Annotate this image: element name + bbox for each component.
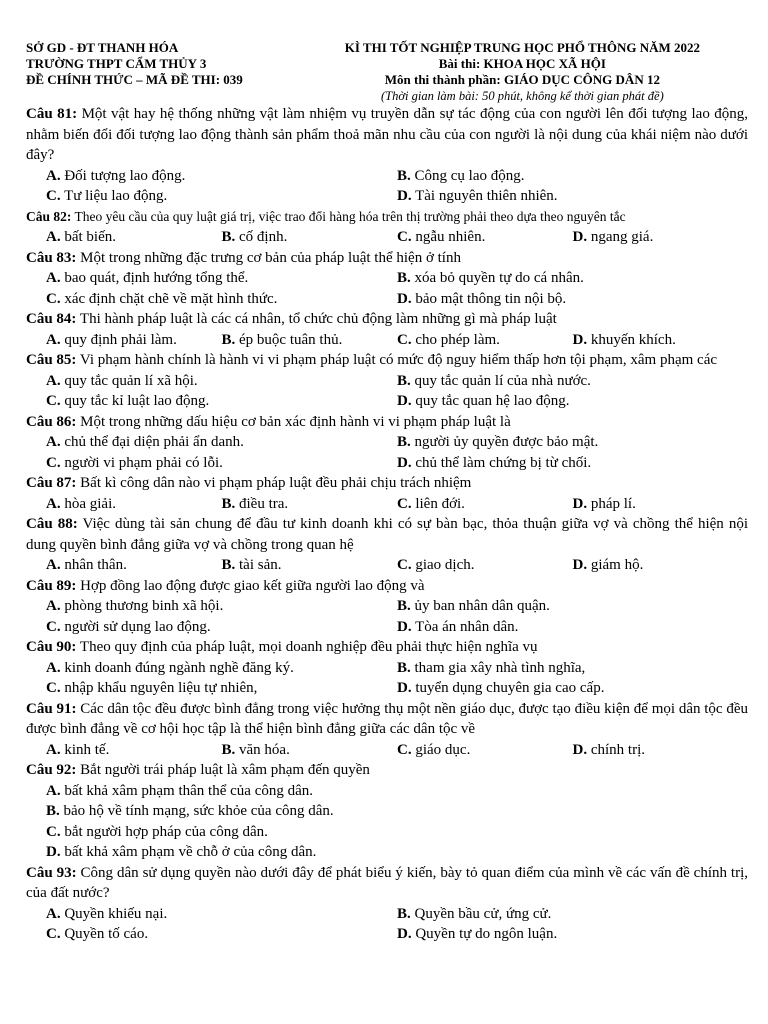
answer-option [222, 227, 398, 248]
question [26, 760, 748, 863]
option-letter: B. [46, 803, 60, 819]
question-number: Câu 92: [26, 762, 77, 778]
question-stem [26, 412, 748, 433]
option-letter: A. [46, 270, 61, 286]
option-text: giao dịch. [415, 557, 475, 573]
answer-option [222, 740, 398, 761]
option-letter: C. [397, 229, 412, 245]
option-text: quy tắc kỉ luật lao động. [64, 393, 210, 409]
question-list [26, 104, 748, 945]
answer-options [26, 227, 748, 248]
question [26, 412, 748, 474]
exam-section: Bài thi: KHOA HỌC XÃ HỘI [438, 56, 606, 71]
option-letter: B. [397, 167, 411, 184]
question-stem [26, 699, 748, 740]
question-text: Theo quy định của pháp luật, mọi doanh nghiệp đều phải thực hiện nghĩa vụ [79, 639, 538, 655]
option-text: giám hộ. [590, 557, 644, 573]
option-text: Quyền khiếu nại. [64, 905, 168, 922]
answer-option [397, 904, 748, 925]
option-text: điều tra. [239, 495, 289, 512]
question-number: Câu 91: [26, 700, 77, 717]
option-text: nhập khẩu nguyên liệu tự nhiên, [64, 680, 258, 696]
question-text: Các dân tộc đều được bình đẳng trong việc hưởng thụ một nền giáo dục, được tạo điều kiện để mọi dân tộc đều được bình đẳng về cơ hội học tập là thể hiện bình đẳng giữa các dân tộc về [26, 700, 749, 737]
option-letter: C. [46, 290, 61, 307]
question-number: Câu 88: [26, 516, 78, 532]
question [26, 248, 748, 310]
option-text: kinh doanh đúng ngành nghề đăng ký. [64, 659, 294, 676]
answer-option [397, 494, 573, 515]
question-number: Câu 84: [26, 311, 77, 327]
option-text: cho phép làm. [415, 331, 500, 348]
option-letter: C. [46, 618, 61, 635]
exam-title: KÌ THI TỐT NGHIỆP TRUNG HỌC PHỔ THÔNG NĂM 2022 [344, 40, 700, 55]
answer-option [46, 555, 222, 576]
option-letter: B. [221, 741, 236, 758]
question-stem [26, 760, 748, 781]
option-text: người ủy quyền được bảo mật. [414, 434, 599, 450]
option-letter: B. [397, 598, 411, 614]
question-stem [26, 248, 748, 269]
question [26, 309, 748, 350]
question-stem [26, 350, 748, 371]
answer-options [26, 166, 748, 207]
answer-option [46, 186, 397, 207]
option-text: ngẫu nhiên. [415, 229, 486, 245]
option-text: hòa giải. [64, 495, 116, 512]
option-letter: D. [397, 393, 412, 409]
answer-options [26, 494, 748, 515]
question [26, 104, 748, 207]
option-text: Công cụ lao động. [414, 167, 525, 184]
option-text: bất khả xâm phạm về chỗ ở của công dân. [64, 844, 317, 860]
question-text: Theo yêu cầu của quy luật giá trị, việc trao đổi hàng hóa trên thị trường phải theo dựa theo nguyên tắc [74, 208, 626, 224]
question-text: Một vật hay hệ thống những vật làm nhiệm vụ truyền dẫn sự tác động của con người lên đối tượng lao động, nhằm biến đổi đối tượng lao động thành sản phẩm thoả mãn nhu cầu của con người là nội dung của khái niệm nào dưới đây? [26, 106, 749, 163]
option-text: bất khả xâm phạm thân thể của công dân. [64, 782, 314, 799]
option-letter: A. [46, 495, 61, 512]
question-stem [26, 207, 748, 228]
option-letter: C. [46, 454, 61, 471]
answer-option [397, 555, 573, 576]
option-text: Quyền bầu cử, ứng cử. [414, 905, 552, 922]
option-letter: B. [221, 495, 236, 512]
answer-option [46, 801, 748, 822]
option-letter: A. [46, 741, 61, 758]
answer-option [46, 658, 397, 679]
answer-option [46, 904, 397, 925]
question [26, 637, 748, 699]
option-letter: A. [46, 557, 61, 573]
answer-option [46, 842, 748, 863]
question-text: Thi hành pháp luật là các cá nhân, tổ chức chủ động làm những gì mà pháp luật [79, 311, 557, 327]
answer-option [46, 617, 397, 638]
question-number: Câu 90: [26, 639, 77, 655]
option-text: bất biến. [64, 229, 116, 245]
answer-option [222, 494, 398, 515]
answer-option [397, 617, 748, 638]
option-text: ủy ban nhân dân quận. [414, 598, 550, 614]
school-name: TRƯỜNG THPT CẨM THỦY 3 [26, 56, 207, 71]
option-letter: D. [397, 680, 412, 696]
answer-option [573, 227, 749, 248]
option-letter: B. [397, 905, 411, 922]
answer-option [46, 432, 397, 453]
option-text: người sử dụng lao động. [64, 618, 211, 635]
option-text: liên đới. [415, 495, 465, 512]
answer-option [46, 453, 397, 474]
option-letter: C. [46, 393, 61, 409]
question [26, 863, 748, 945]
answer-option [46, 781, 748, 802]
department-name: SỞ GD - ĐT THANH HÓA [26, 40, 179, 55]
question-number: Câu 89: [26, 577, 77, 594]
answer-option [46, 268, 397, 289]
question-number: Câu 87: [26, 475, 77, 491]
exam-code: ĐỀ CHÍNH THỨC – MÃ ĐỀ THI: 039 [26, 72, 243, 87]
option-letter: D. [572, 741, 588, 758]
exam-header [26, 40, 748, 104]
question-stem [26, 309, 748, 330]
option-letter: C. [397, 741, 412, 758]
answer-option [397, 186, 748, 207]
option-letter: B. [397, 372, 411, 389]
answer-options [26, 371, 748, 412]
answer-option [397, 658, 748, 679]
answer-options [26, 596, 748, 637]
question-text: Một trong những đặc trưng cơ bản của pháp luật thể hiện ở tính [80, 249, 461, 266]
option-letter: A. [46, 229, 61, 245]
option-text: quy tắc quản lí xã hội. [64, 372, 198, 389]
header-right [345, 40, 700, 104]
question-stem [26, 863, 748, 904]
option-letter: D. [572, 495, 588, 512]
option-text: Quyền tự do ngôn luận. [415, 926, 558, 942]
answer-option [46, 596, 397, 617]
option-letter: B. [221, 557, 236, 573]
option-letter: B. [397, 434, 411, 450]
question [26, 473, 748, 514]
option-text: bảo hộ về tính mạng, sức khỏe của công dân. [63, 803, 334, 819]
option-text: Tòa án nhân dân. [415, 618, 519, 635]
answer-option [397, 596, 748, 617]
option-letter: D. [397, 290, 412, 307]
option-text: pháp lí. [590, 495, 636, 512]
option-text: bắt người hợp pháp của công dân. [64, 823, 268, 840]
answer-option [46, 494, 222, 515]
question-number: Câu 83: [26, 249, 77, 266]
question [26, 699, 748, 761]
answer-option [397, 268, 748, 289]
option-letter: B. [397, 270, 411, 286]
option-text: xóa bỏ quyền tự do cá nhân. [414, 270, 584, 286]
option-text: chính trị. [590, 741, 645, 758]
option-text: Quyền tố cáo. [64, 926, 149, 942]
question-stem [26, 514, 748, 555]
answer-option [397, 924, 748, 945]
option-letter: D. [46, 844, 61, 860]
option-text: quy tắc quan hệ lao động. [415, 393, 570, 409]
option-letter: C. [46, 926, 61, 942]
option-letter: D. [572, 331, 588, 348]
question-number: Câu 85: [26, 352, 77, 368]
option-text: chủ thể đại diện phải ẩn danh. [64, 434, 244, 450]
option-text: chủ thể làm chứng bị từ chối. [415, 454, 592, 471]
option-letter: A. [46, 659, 61, 676]
option-letter: C. [397, 331, 412, 348]
question-number: Câu 86: [26, 413, 77, 430]
option-letter: D. [397, 926, 412, 942]
answer-option [46, 289, 397, 310]
header-left [26, 40, 243, 104]
option-text: người vi phạm phải có lỗi. [64, 454, 223, 471]
answer-option [46, 166, 397, 187]
answer-option [397, 453, 748, 474]
option-letter: D. [397, 188, 412, 204]
option-letter: A. [46, 598, 61, 614]
answer-option [222, 555, 398, 576]
answer-option [46, 227, 222, 248]
option-text: tuyển dụng chuyên gia cao cấp. [415, 680, 605, 696]
option-letter: C. [46, 680, 61, 696]
answer-options [26, 781, 748, 863]
option-text: Tài nguyên thiên nhiên. [415, 188, 558, 204]
answer-option [573, 740, 749, 761]
answer-option [397, 330, 573, 351]
question [26, 350, 748, 412]
option-text: ép buộc tuân thủ. [239, 331, 343, 348]
answer-option [573, 555, 749, 576]
option-text: nhân thân. [64, 557, 127, 573]
answer-option [397, 678, 748, 699]
question-text: Bất kì công dân nào vi phạm pháp luật đều phải chịu trách nhiệm [80, 475, 472, 491]
answer-options [26, 432, 748, 473]
answer-option [46, 371, 397, 392]
option-text: quy định phải làm. [64, 331, 177, 348]
option-letter: C. [46, 188, 61, 204]
answer-option [46, 330, 222, 351]
option-letter: D. [397, 618, 412, 635]
question-number: Câu 82: [26, 208, 72, 224]
question [26, 576, 748, 638]
option-text: tham gia xây nhà tình nghĩa, [414, 659, 586, 676]
option-text: ngang giá. [590, 229, 654, 245]
option-text: Đối tượng lao động. [64, 167, 186, 184]
option-text: cố định. [239, 229, 288, 245]
answer-option [573, 330, 749, 351]
answer-option [46, 822, 748, 843]
option-text: kinh tế. [64, 741, 110, 758]
time-note: (Thời gian làm bài: 50 phút, không kể thời gian phát đề) [380, 89, 664, 103]
question-text: Công dân sử dụng quyền nào dưới đây để phát biểu ý kiến, bày tỏ quan điểm của mình về các vấn đề chính trị, của đất nước? [26, 864, 749, 901]
option-letter: A. [46, 905, 61, 922]
question-stem [26, 104, 748, 166]
option-text: khuyến khích. [590, 331, 676, 348]
question-stem [26, 473, 748, 494]
answer-options [26, 904, 748, 945]
answer-option [573, 494, 749, 515]
answer-options [26, 330, 748, 351]
question-stem [26, 576, 748, 597]
question-stem [26, 637, 748, 658]
option-letter: B. [397, 659, 411, 676]
answer-option [46, 391, 397, 412]
question-text: Việc dùng tài sản chung để đầu tư kinh doanh khi có sự bàn bạc, thỏa thuận giữa vợ và chồng thể hiện nội dung quyền bình đẳng giữa vợ và chồng trong quan hệ [26, 516, 749, 553]
answer-option [397, 371, 748, 392]
answer-option [46, 924, 397, 945]
option-text: quy tắc quản lí của nhà nước. [414, 372, 591, 389]
answer-option [46, 740, 222, 761]
option-letter: B. [221, 229, 236, 245]
answer-option [397, 289, 748, 310]
option-text: bao quát, định hướng tổng thể. [64, 270, 249, 286]
option-letter: A. [46, 331, 61, 348]
answer-options [26, 658, 748, 699]
option-letter: A. [46, 434, 61, 450]
answer-option [397, 432, 748, 453]
option-text: giáo dục. [415, 741, 471, 758]
question-text: Vi phạm hành chính là hành vi vi phạm pháp luật có mức độ nguy hiểm thấp hơn tội phạm, xâm phạm các [79, 352, 718, 368]
option-letter: B. [221, 331, 236, 348]
option-letter: D. [572, 229, 588, 245]
question [26, 514, 748, 576]
question-text: Hợp đồng lao động được giao kết giữa người lao động và [80, 577, 425, 594]
answer-options [26, 268, 748, 309]
answer-option [397, 740, 573, 761]
option-text: văn hóa. [239, 741, 290, 758]
answer-option [397, 227, 573, 248]
answer-option [222, 330, 398, 351]
question-number: Câu 93: [26, 864, 77, 881]
question-number: Câu 81: [26, 106, 78, 122]
answer-options [26, 740, 748, 761]
answer-option [397, 166, 748, 187]
option-letter: A. [46, 372, 61, 389]
answer-options [26, 555, 748, 576]
option-letter: C. [397, 557, 412, 573]
option-letter: D. [572, 557, 588, 573]
option-letter: C. [46, 823, 61, 840]
option-letter: D. [397, 454, 412, 471]
option-text: Tư liệu lao động. [64, 188, 168, 204]
option-letter: C. [397, 495, 412, 512]
question [26, 207, 748, 248]
answer-option [46, 678, 397, 699]
question-text: Một trong những dấu hiệu cơ bản xác định hành vi vi phạm pháp luật là [80, 413, 511, 430]
option-text: bảo mật thông tin nội bộ. [415, 290, 567, 307]
question-text: Bắt người trái pháp luật là xâm phạm đến quyền [80, 762, 370, 778]
option-letter: A. [46, 782, 61, 799]
exam-subject: Môn thi thành phần: GIÁO DỤC CÔNG DÂN 12 [384, 72, 660, 87]
option-text: phòng thương binh xã hội. [64, 598, 224, 614]
answer-option [397, 391, 748, 412]
option-letter: A. [46, 167, 61, 184]
option-text: tài sản. [239, 557, 282, 573]
option-text: xác định chặt chẽ về mặt hình thức. [64, 290, 278, 307]
